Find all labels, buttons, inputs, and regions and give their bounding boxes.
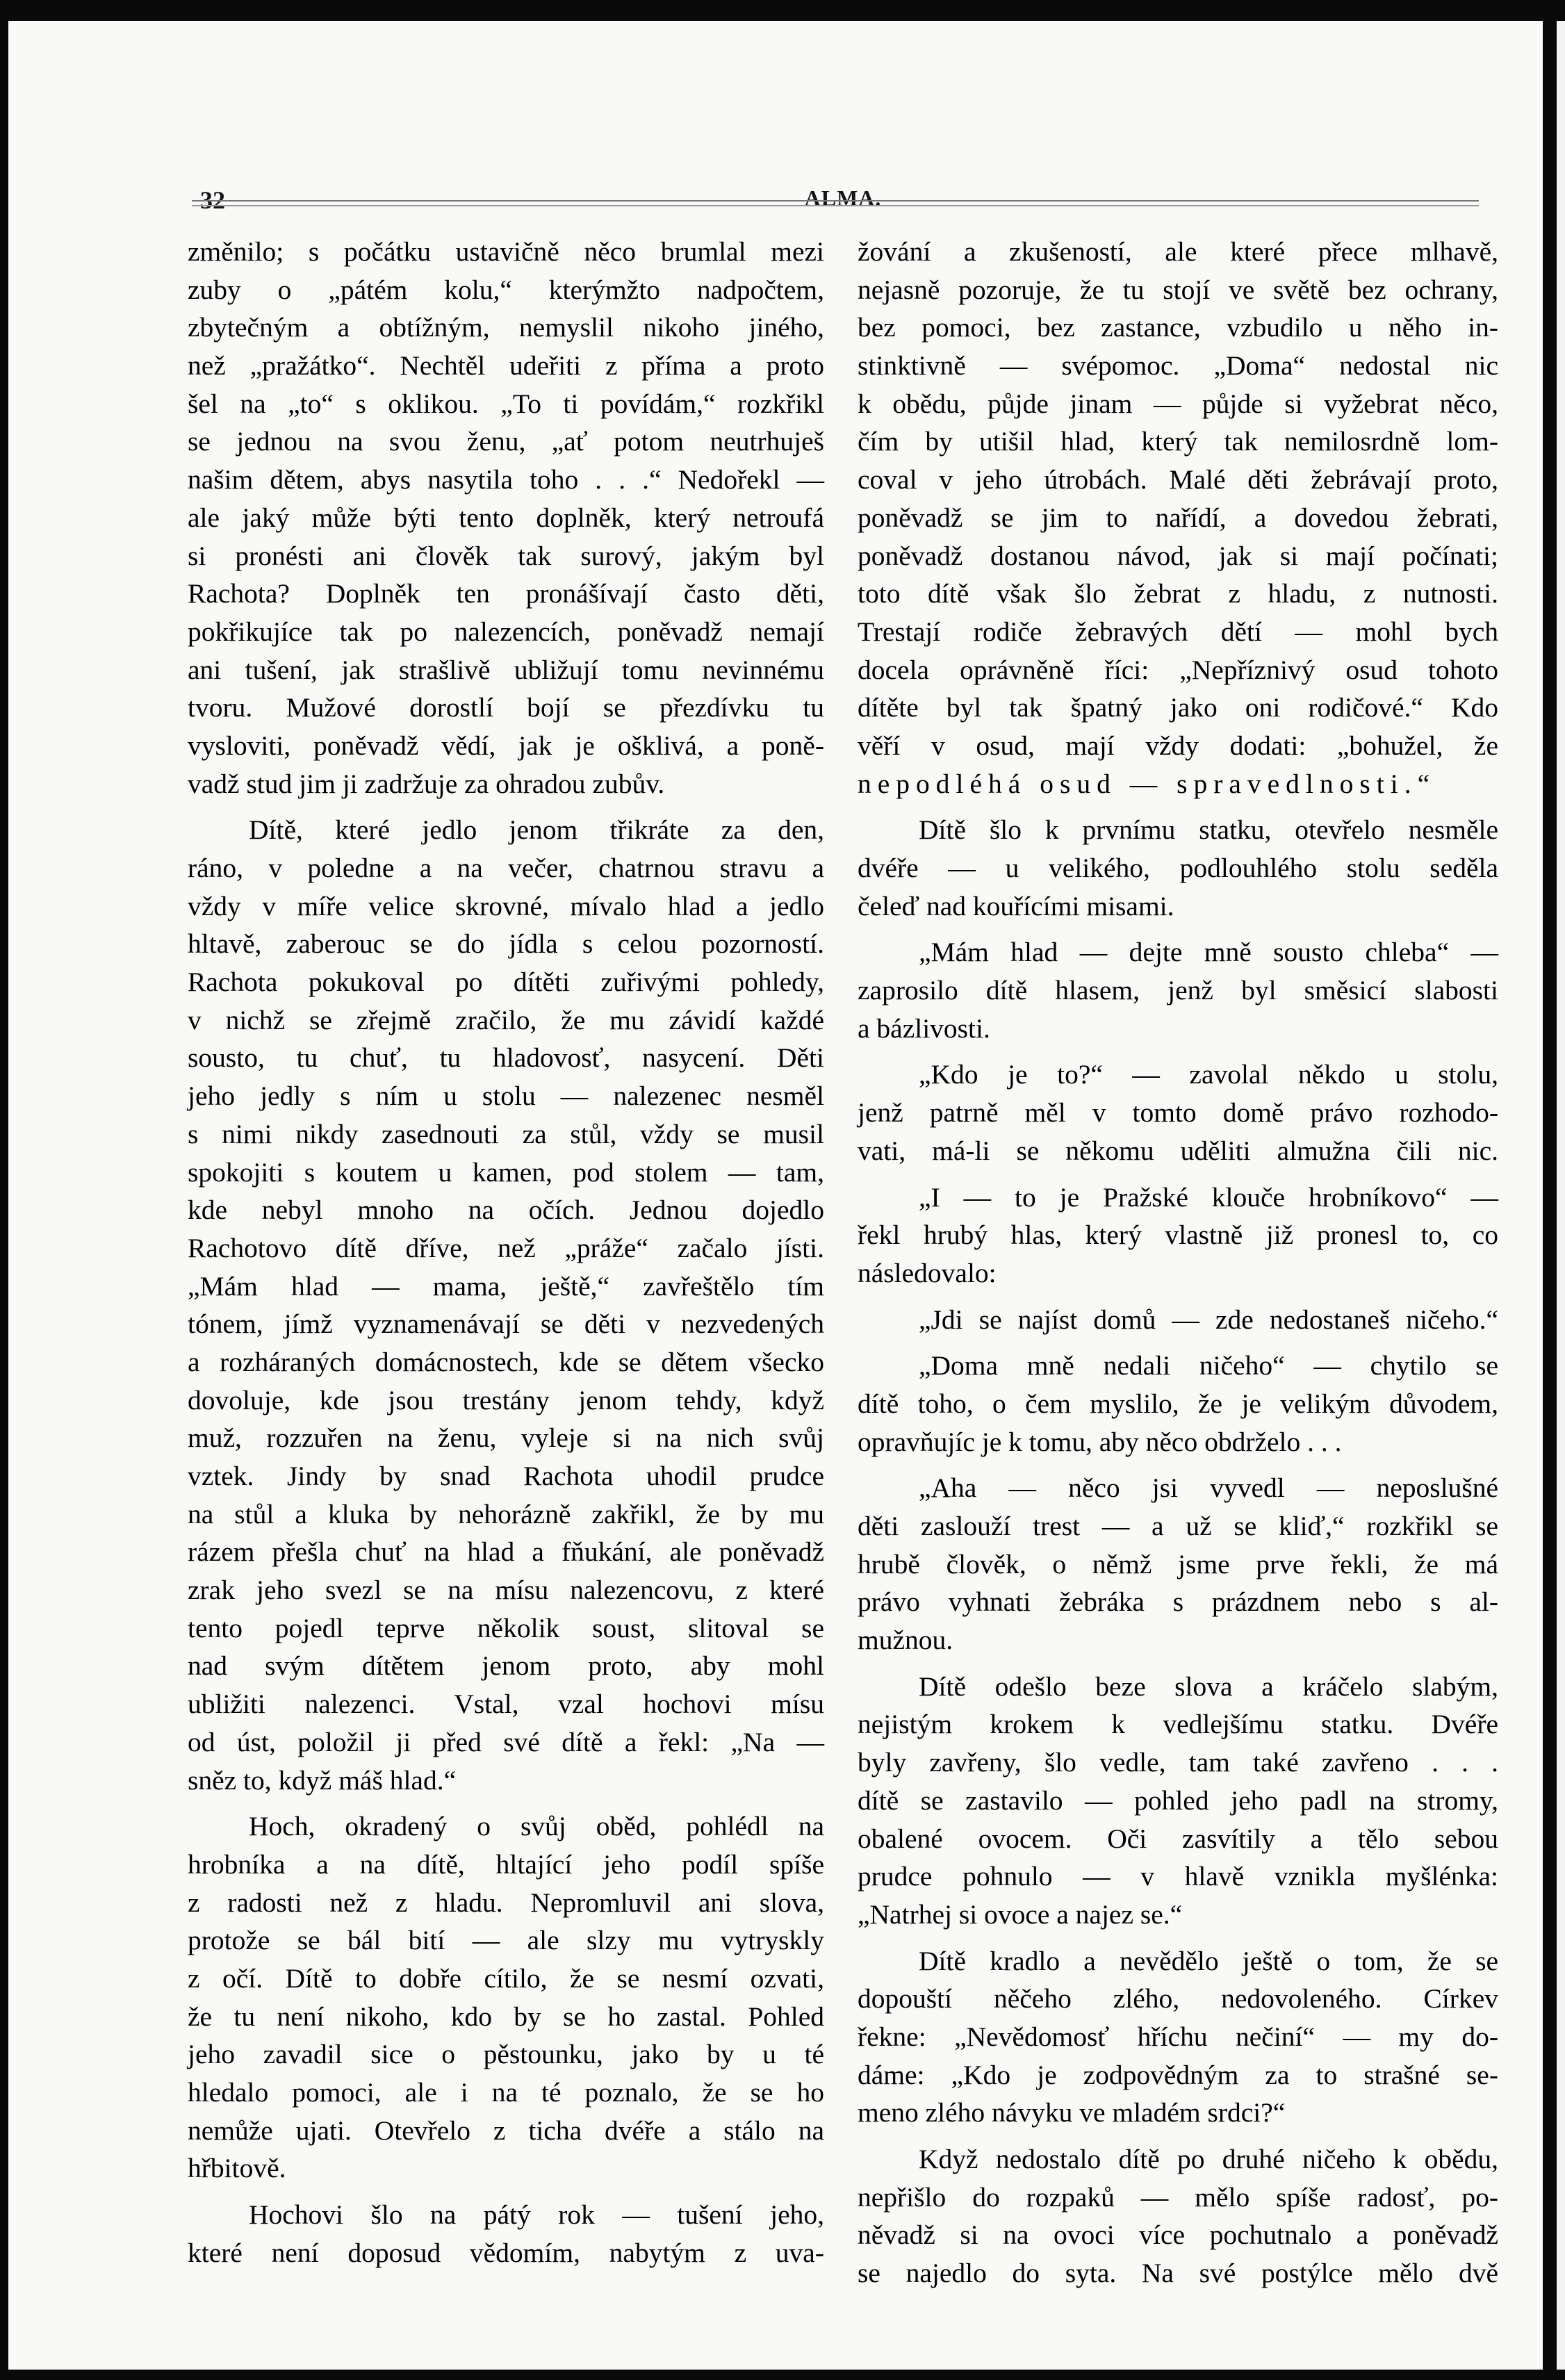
text-line: „Mám hlad — dejte mně sousto chleba“ — (919, 937, 1498, 968)
text-line: ani tušení, jak strašlivě ubližují tomu nevinnému (188, 654, 824, 685)
text-line: které není doposud vědomím, nabytým z uva- (188, 2237, 824, 2268)
text-line: protože se bál bití — ale slzy mu vytryskly (188, 1925, 824, 1956)
text-line: vati, má-li se někomu uděliti almužna čili nic. (858, 1135, 1498, 1166)
paragraph-gap (858, 1461, 1498, 1469)
text-line: ale jaký může býti tento doplněk, který netroufá (188, 502, 824, 533)
text-line: jeho jedly s ním u stolu — nalezenec nesměl (188, 1081, 824, 1112)
text-line: „Natrhej si ovoce a najez se.“ (858, 1898, 1183, 1930)
text-line: Dítě kradlo a nevědělo ještě o tom, že se (919, 1945, 1498, 1976)
text-line: bez pomoci, bez zastance, vzbudilo u něho in- (858, 312, 1498, 343)
paragraph-gap (858, 925, 1498, 933)
text-line: zbytečným a obtížným, nemyslil nikoho jiného, (188, 312, 824, 343)
text-line: od úst, položil ji před své dítě a řekl: „Na — (188, 1726, 824, 1757)
text-line: si pronésti ani člověk tak surový, jakým byl (188, 540, 824, 571)
text-line: poněvadž dostanou návod, jak si mají počínati; (858, 540, 1498, 571)
text-line: „Mám hlad — mama, ještě,“ zavřeštělo tím (188, 1270, 824, 1302)
text-line: Dítě, které jedlo jenom třikráte za den, (249, 814, 824, 846)
text-line: s nimi nikdy zasednouti za stůl, vždy se musil (188, 1118, 824, 1149)
page-number: 32 (200, 186, 225, 214)
text-line: čeleď nad kouřícími misami. (858, 890, 1174, 921)
text-line: hltavě, zaberouc se do jídla s celou pozorností. (188, 928, 824, 960)
text-line: se jednou na svou ženu, „ať potom neutrhuješ (188, 426, 824, 457)
right-column (858, 233, 1498, 2292)
text-line: zaprosilo dítě hlasem, jenž byl směsicí slabosti (858, 975, 1498, 1006)
paragraph-gap (858, 1292, 1498, 1301)
text-line: dopouští něčeho zlého, nedovoleného. Církev (858, 1983, 1498, 2014)
paragraph-gap (188, 1799, 824, 1807)
text-line: Když nedostalo dítě po druhé ničeho k obědu, (919, 2144, 1498, 2174)
text-line: prudce pohnulo — v hlavě vznikla myšlénka: (858, 1861, 1498, 1892)
text-line: Hochovi šlo na pátý rok — tušení jeho, (249, 2199, 824, 2231)
text-line: poněvadž se jim to nařídí, a dovedou žebrati, (858, 502, 1498, 533)
text-line: žování a zkušeností, ale které přece mlhavě, (858, 236, 1498, 267)
text-line: stinktivně — svépomoc. „Doma“ nedostal nic (858, 350, 1498, 381)
text-line: ubližiti nalezenci. Vstal, vzal hochovi mísu (188, 1689, 824, 1720)
text-line: řekl hrubý hlas, který vlastně již pronesl to, co (858, 1220, 1498, 1251)
text-line: mužnou. (858, 1625, 953, 1656)
text-line: následovalo: (858, 1257, 997, 1288)
text-line: řekne: „Nevědomosť hříchu nečiní“ — my do- (858, 2021, 1498, 2052)
text-line: hrobníka a na dítě, hltající jeho podíl spíše (188, 1848, 824, 1880)
text-line: Hoch, okradený o svůj oběd, pohlédl na (249, 1811, 824, 1842)
text-line: věří v osud, mají vždy dodati: „bohužel, že (858, 730, 1498, 761)
text-line: spokojiti s koutem u kamen, pod stolem — tam, (188, 1156, 824, 1188)
text-line: „Kdo je to?“ — zavolal někdo u stolu, (919, 1059, 1498, 1090)
text-line: jenž patrně měl v tomto domě právo rozhodo- (858, 1097, 1498, 1129)
paragraph-gap (858, 1170, 1498, 1179)
paragraph-gap (858, 1659, 1498, 1668)
text-line: Rachota pokukoval po dítěti zuřivými pohledy, (188, 967, 824, 998)
text-line: obalené ovocem. Oči zasvítily a tělo sebou (858, 1823, 1498, 1854)
text-line: hrubě člověk, o němž jsme prve řekli, že má (858, 1548, 1498, 1579)
text-line: něvadž si na ovoci více pochutnalo a poněvadž (858, 2219, 1498, 2251)
text-line: „Aha — něco jsi vyvedl — neposlušné (919, 1472, 1498, 1504)
text-line: tento pojedl teprve několik soust, slitoval se (188, 1612, 824, 1643)
text-line: kde nebyl mnoho na očích. Jednou dojedlo (188, 1195, 824, 1226)
text-line: na stůl a kluka by nehorázně zakřikl, že by mu (188, 1498, 824, 1529)
paragraph-gap (858, 1934, 1498, 1942)
text-line: nepřišlo do rozpaků — mělo spíše radosť, po- (858, 2181, 1498, 2213)
paragraph-gap (858, 1047, 1498, 1056)
running-title: ALMA. (804, 186, 882, 211)
scan-edge (1557, 21, 1565, 2370)
text-line: našim dětem, abys nasytila toho . . .“ Nedořekl — (188, 464, 824, 495)
text-line: než „pražátko“. Nechtěl udeřiti z příma a proto (188, 350, 824, 381)
text-line: Rachotovo dítě dříve, než „práže“ začalo jísti. (188, 1232, 824, 1263)
text-line: čím by utišil hlad, který tak nemilosrdně lom- (858, 426, 1498, 457)
text-line: dítěte byl tak špatný jako oni rodičové.“ Kdo (858, 692, 1498, 723)
text-line: opravňujíc je k tomu, aby něco obdrželo . . . (858, 1426, 1342, 1457)
text-line: ráno, v poledne a na večer, chatrnou stravu a (188, 853, 824, 883)
text-line: pokřikujíce tak po nalezencích, poněvadž nemají (188, 616, 824, 647)
text-line: tvoru. Mužové dorostlí bojí se přezdívku tu (188, 692, 824, 723)
text-line: vztek. Jindy by snad Rachota uhodil prudce (188, 1461, 824, 1491)
text-line: meno zlého návyku ve mladém srdci?“ (858, 2097, 1286, 2128)
text-line: dáme: „Kdo je zodpovědným za to strašné se- (858, 2059, 1498, 2090)
text-line: „Doma mně nedali ničeho“ — chytilo se (919, 1350, 1498, 1381)
page-header (200, 177, 1486, 219)
text-line: hledalo pomoci, ale i na té poznalo, že se ho (188, 2077, 824, 2108)
text-line: z očí. Dítě to dobře cítilo, že se nesmí ozvati, (188, 1962, 824, 1994)
text-line: Rachota? Doplněk ten pronášívají často děti, (188, 578, 824, 609)
text-line: nejistým krokem k vedlejšímu statku. Dvéře (858, 1709, 1498, 1740)
text-line: muž, rozzuřen na ženu, vyleje si na nich svůj (188, 1422, 824, 1454)
text-line: jeho zavadil sice o pěstounku, jako by u té (188, 2039, 824, 2070)
text-line: coval v jeho útrobách. Malé děti žebrávají proto, (858, 464, 1498, 495)
text-line: dítě toho, o čem myslilo, že je velikým důvodem, (858, 1388, 1498, 1419)
text-line: sněz to, když máš hlad.“ (188, 1764, 457, 1796)
paragraph-gap (188, 2188, 824, 2196)
text-line: toto dítě však šlo žebrat z hladu, z nutnosti. (858, 578, 1498, 609)
left-column (188, 233, 824, 2272)
text-line: zrak jeho svezl se na mísu nalezencovu, z které (188, 1575, 824, 1606)
text-line: docela oprávněně říci: „Nepříznivý osud tohoto (858, 654, 1498, 685)
text-line: Dítě šlo k prvnímu statku, otevřelo nesměle (919, 814, 1498, 846)
text-line: a rozháraných domácnostech, kde se dětem všecko (188, 1346, 824, 1377)
text-line: změnilo; s počátku ustavičně něco brumlal mezi (188, 236, 824, 267)
text-line: z radosti než z hladu. Nepromluvil ani slova, (188, 1887, 824, 1918)
text-line: nejasně pozoruje, že tu stojí ve světě bez ochrany, (858, 274, 1498, 305)
text-line: v nichž se zřejmě zračilo, že mu závidí každé (188, 1004, 824, 1035)
text-line: „I — to je Pražské klouče hrobníkovo“ — (919, 1181, 1498, 1213)
paragraph-gap (858, 803, 1498, 811)
text-line: šel na „to“ s oklikou. „To ti povídám,“ rozkřikl (188, 388, 824, 419)
paragraph-gap (858, 2132, 1498, 2140)
text-line: že tu není nikoho, kdo by se ho zastal. Pohled (188, 2001, 824, 2032)
paragraph-gap (858, 1338, 1498, 1347)
text-line: děti zaslouží trest — a už se kliď,“ rozkřikl se (858, 1511, 1498, 1541)
text-line: byly zavřeny, šlo vedle, tam také zavřeno . . . (858, 1747, 1498, 1778)
text-line: zuby o „pátém kolu,“ kterýmžto nadpočtem, (188, 274, 824, 305)
text-line: Trestají rodiče žebravých dětí — mohl bych (858, 616, 1498, 647)
text-line: dvéře — u velikého, podlouhlého stolu seděla (858, 853, 1498, 883)
text-line: hřbitově. (188, 2153, 286, 2184)
text-line: vysloviti, poněvadž vědí, jak je ošklivá, a poně- (188, 730, 824, 761)
text-line: vždy v míře velice skrovné, mívalo hlad a jedlo (188, 890, 824, 921)
text-line: nemůže ujati. Otevřelo z ticha dvéře a stálo na (188, 2115, 824, 2146)
text-line: nad svým dítětem jenom proto, aby mohl (188, 1650, 824, 1682)
header-rule (192, 200, 1479, 206)
paragraph-gap (188, 803, 824, 811)
text-line: právo vyhnati žebráka s prázdnem nebo s al- (858, 1586, 1498, 1618)
text-line: sousto, tu chuť, tu hladovosť, nasycení. Děti (188, 1042, 824, 1074)
text-line: k obědu, půjde jinam — půjde si vyžebrat něco, (858, 388, 1498, 419)
text-line: se najedlo do syta. Na své postýlce mělo dvě (858, 2258, 1498, 2289)
text-line: vadž stud jim ji zadržuje za ohradou zubův. (188, 768, 665, 799)
text-line: dítě se zastavilo — pohled jeho padl na stromy, (858, 1784, 1498, 1816)
text-line: a bázlivosti. (858, 1012, 990, 1044)
text-line: dovoluje, kde jsou trestány jenom tehdy, když (188, 1384, 824, 1415)
text-line: Dítě odešlo beze slova a kráčelo slabým, (919, 1671, 1498, 1702)
text-line: rázem přešla chuť na hlad a fňukání, ale poněvadž (188, 1536, 824, 1568)
text-line: nepodléhá osud — spravedlnosti.“ (858, 768, 1436, 799)
text-line: „Jdi se najíst domů — zde nedostaneš ničeho.“ (919, 1304, 1498, 1335)
text-line: tónem, jímž vyznamenávají se děti v nezvedených (188, 1308, 824, 1340)
